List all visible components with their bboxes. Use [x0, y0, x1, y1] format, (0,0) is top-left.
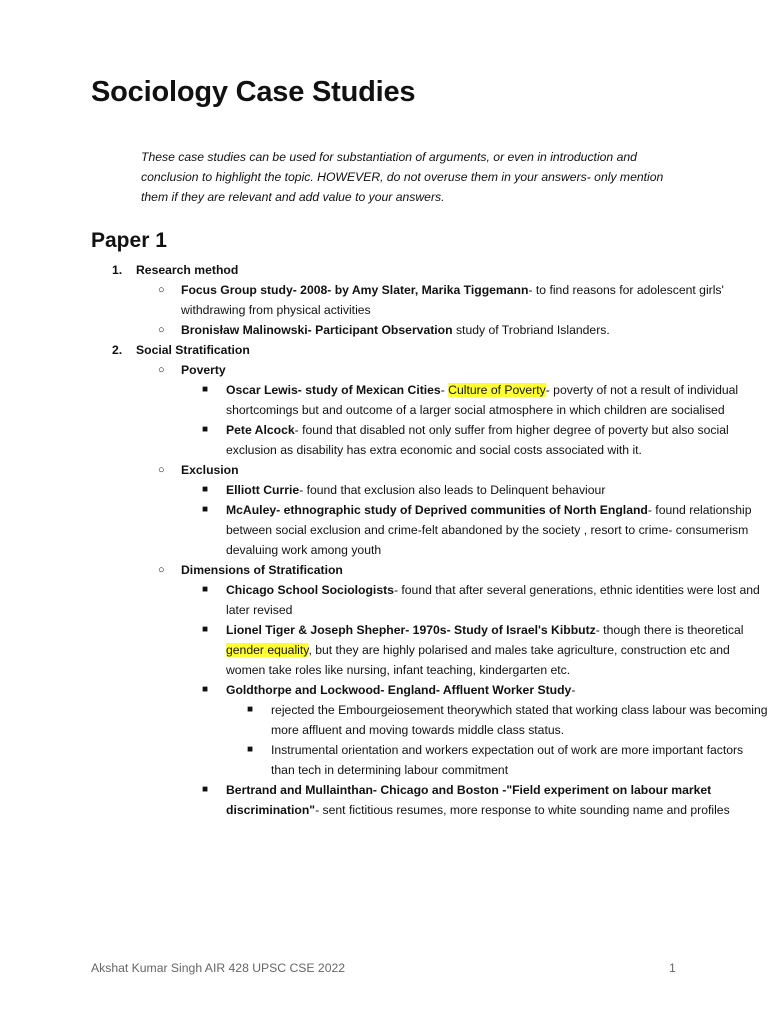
circle-bullet-icon: ○: [158, 564, 165, 576]
case-study-name: McAuley- ethnographic study of Deprived communities of North England: [226, 503, 648, 517]
section-social-stratification: [0, 340, 768, 820]
case-study-text: -: [440, 383, 449, 397]
case-study-text: - to find reasons for adolescent girls' withdrawing from physical activities: [181, 283, 724, 317]
subsection-title: Dimensions of Stratification: [181, 563, 343, 577]
square-bullet-icon: ■: [202, 584, 209, 595]
section-title: Research method: [136, 263, 239, 277]
content-outline: [0, 260, 768, 820]
list-item: [0, 420, 768, 460]
case-study-name: Focus Group study- 2008- by Amy Slater, Marika Tiggemann: [181, 283, 529, 297]
list-item: [0, 680, 768, 780]
page-number: 1: [669, 961, 676, 975]
square-bullet-icon: ■: [202, 484, 209, 495]
case-study-text: study of Trobriand Islanders.: [452, 323, 610, 337]
circle-bullet-icon: ○: [158, 284, 165, 296]
case-study-name: Oscar Lewis- study of Mexican Cities: [226, 383, 441, 397]
square-bullet-icon: ■: [202, 504, 209, 515]
circle-bullet-icon: ○: [158, 364, 165, 376]
list-item: [0, 380, 768, 420]
highlighted-term: gender equality: [226, 643, 309, 657]
list-item: [0, 780, 768, 820]
footer-author: Akshat Kumar Singh AIR 428 UPSC CSE 2022: [91, 961, 346, 975]
case-study-name: Goldthorpe and Lockwood- England- Affluent Worker Study: [226, 683, 572, 697]
square-bullet-icon: ■: [202, 784, 209, 795]
list-item: [0, 500, 768, 560]
list-item: [0, 480, 768, 500]
section-number: 1.: [112, 263, 123, 277]
square-bullet-icon: ■: [202, 624, 209, 635]
case-study-text: rejected the Embourgeiosement theorywhich stated that working class labour was becoming more affluent and moving towards middle class status.: [271, 703, 768, 737]
case-study-text: -: [571, 683, 576, 697]
square-bullet-icon: ■: [202, 424, 209, 435]
case-study-name: Pete Alcock: [226, 423, 295, 437]
square-bullet-icon: ■: [202, 684, 209, 695]
case-study-text: , but they are highly polarised and males take agriculture, construction etc and women take roles like nursing, infant teaching, kindergarten etc.: [226, 643, 730, 677]
list-item: [0, 700, 768, 740]
intro-paragraph: These case studies can be used for substantiation of arguments, or even in introduction and conclusion to highlight the topic. HOWEVER, do not overuse them in your answers- only mention them if they are relevant and add value to your answers.: [141, 150, 664, 204]
section-research-method: [0, 260, 768, 340]
subsection-title: Exclusion: [181, 463, 239, 477]
case-study-name: Bertrand and Mullainthan- Chicago and Boston -"Field experiment on labour market discrimination": [226, 783, 712, 817]
list-item: [0, 620, 768, 680]
subsection-dimensions-of-stratification: [0, 560, 768, 820]
subsection-exclusion: [0, 460, 768, 560]
case-study-text: - found relationship between social exclusion and crime-felt abandoned by the society , resort to crime- consumerism devaluing work among youth: [226, 503, 752, 557]
case-study-text: - found that disabled not only suffer from higher degree of poverty but also social exclusion as disability has extra economic and social costs associated with it.: [226, 423, 729, 457]
list-item: [0, 740, 768, 780]
square-bullet-icon: ■: [247, 704, 254, 715]
section-title: Social Stratification: [136, 343, 250, 357]
case-study-name: Elliott Currie: [226, 483, 300, 497]
case-study-name: Chicago School Sociologists: [226, 583, 394, 597]
highlighted-term: Culture of Poverty: [448, 383, 546, 397]
paper-heading: Paper 1: [91, 229, 167, 252]
case-study-name: Bronisław Malinowski- Participant Observation: [181, 323, 453, 337]
page-title: Sociology Case Studies: [91, 76, 416, 108]
case-study-text: - poverty of not a result of individual shortcomings but and outcome of a larger social atmosphere in which children are socialised: [226, 383, 739, 417]
circle-bullet-icon: ○: [158, 464, 165, 476]
list-item: [0, 280, 768, 320]
list-item: [0, 320, 768, 340]
list-item: [0, 580, 768, 620]
case-study-text: Instrumental orientation and workers expectation out of work are more important factors than tech in determining labour commitment: [271, 743, 744, 777]
case-study-text: - found that after several generations, ethnic identities were lost and later revised: [226, 583, 760, 617]
case-study-text: - though there is theoretical: [595, 623, 744, 637]
section-number: 2.: [112, 343, 123, 357]
square-bullet-icon: ■: [247, 744, 254, 755]
circle-bullet-icon: ○: [158, 324, 165, 336]
case-study-name: Lionel Tiger & Joseph Shepher- 1970s- Study of Israel's Kibbutz: [226, 623, 596, 637]
square-bullet-icon: ■: [202, 384, 209, 395]
subsection-title: Poverty: [181, 363, 226, 377]
subsection-poverty: [0, 360, 768, 460]
case-study-text: - sent fictitious resumes, more response to white sounding name and profiles: [315, 803, 730, 817]
case-study-text: - found that exclusion also leads to Delinquent behaviour: [299, 483, 606, 497]
